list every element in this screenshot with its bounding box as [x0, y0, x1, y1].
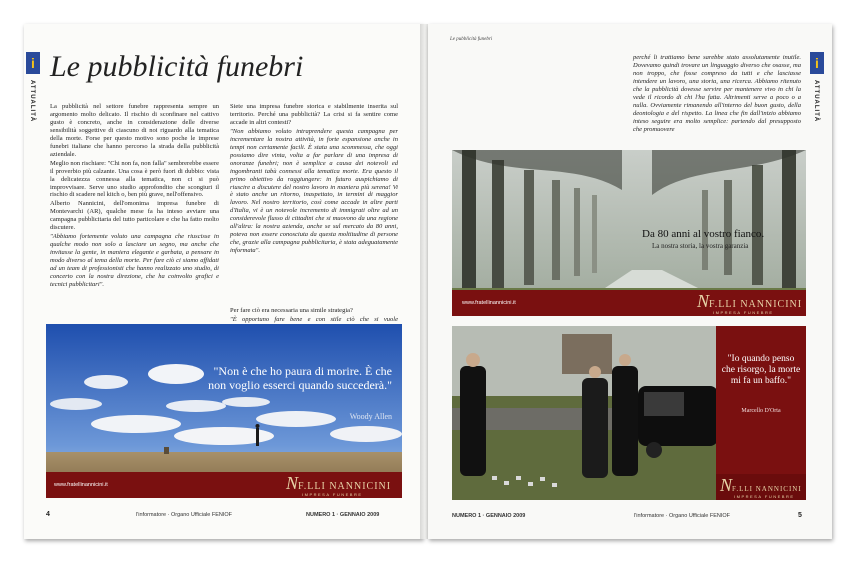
logo-subtitle: IMPRESA FUNEBRE	[713, 310, 774, 315]
magazine-name: l'informatore · Organo Ufficiale FENIOF	[634, 513, 731, 519]
ad-quote-author: Marcello D'Orta	[741, 408, 781, 414]
article-question: Per fare ciò era necessaria una simile strategia?	[230, 307, 353, 314]
article-column-2	[230, 103, 398, 256]
issue-date: NUMERO 1 · GENNAIO 2009	[452, 513, 526, 519]
article-column-1	[50, 103, 219, 290]
ad-woody-allen	[46, 324, 402, 498]
brand-logo	[697, 291, 803, 315]
ad-subheadline: La nostra storia, la vostra garanzia	[652, 242, 749, 250]
page-number: 5	[798, 512, 802, 519]
article-answer: "Non abbiamo voluto intraprendere questa campagna per incrementare la nostra attività, in forte espansione anche in tempi non certamente facili. È stata una scommessa, che oggi possiamo dire vinta, volta a far parlare di una impresa di onoranze funebri; non è semplice a causa dei notevoli ed ingombranti tabù connessi alla tematica morte. Era questo il primo obiettivo da raggiungere: in futuro auspichiamo di riuscire a discutere del nostro lavoro in maniera più serena! Vi è stato anche un ritorno, inaspettato, in termini di maggior lavoro. Nel nostro territorio, così come accade in altre parti d'Italia, vi è un notevole incremento di immigrati oltre ad un considerevole flusso di cittadini che si muovono da una regione all'altra: la nostra azienda, anche se sul mercato da 80 anni, poteva non essere conosciuta da questa moltitudine di persone che, grazie alla campagna pubblicitaria, è stata adeguatamente informata".	[230, 127, 398, 255]
website-url: www.fratellinannicini.it	[462, 300, 516, 306]
magazine-name: l'informatore · Organo Ufficiale FENIOF	[136, 512, 233, 518]
logo-initial: N	[697, 291, 710, 311]
ad-quote: "Io quando penso che risorgo, la morte mi fa un baffo."	[721, 354, 801, 386]
running-head: Le pubblicità funebri	[450, 37, 493, 42]
brand-logo	[286, 473, 392, 497]
article-paragraph: Alberto Nannicini, dell'omonima impresa funebre di Montevarchi (AR), qualche mese fa ha inteso avviare una campagna pubblicitaria del tutto particolare e che ha fatto molto discutere.	[50, 200, 219, 232]
logo-subtitle: IMPRESA FUNEBRE	[734, 494, 795, 499]
article-question: Siete una impresa funebre storica e stabilmente inserita sul territorio. Perché una pubblicità? La crisi si fa sentire come accade in altri contesti?	[230, 103, 398, 126]
brand-logo	[720, 475, 802, 499]
ad-quote-author: Woody Allen	[349, 412, 392, 421]
brand-bar	[46, 472, 402, 498]
article-answer: "È opportuno fare bene e con stile ciò che si vuole	[230, 315, 398, 323]
ad-quote: "Non è che ho paura di morire. È che non voglio esserci quando succederà."	[208, 364, 392, 392]
logo-initial: N	[286, 473, 299, 493]
ad-heritage	[452, 150, 806, 316]
article-paragraph: Meglio non rischiare: "Chi non fa, non falla" sembrerebbe essere il proverbio più calzante. Una cosa è però fuori di dubbio: vista la delicatezza connessa alla tematica, non ci si può improvvisare. Serve uno studio approfondito che scongiuri il rischio di scadere nel kitch o, ben più grave, nell'offensivo.	[50, 159, 219, 199]
page-number: 4	[46, 511, 50, 518]
article-paragraph: La pubblicità nel settore funebre rappresenta sempre un argomento molto delicato. Il rischio di sconfinare nel cattivo gusto è concreto, anche in considerazione delle diverse sensibilità soggettive di ciascuno di noi riguardo alla tematica della morte. Forse per questo motivo sono poche le imprese funebri italiane che hanno percorso la strada della pubblicità aziendale.	[50, 103, 219, 158]
left-page	[24, 24, 423, 539]
quote-panel	[716, 326, 806, 474]
article-quote: "Abbiamo fortemente voluto una campagna che riuscisse in qualche modo non solo a lasciare un segno, ma anche che invitasse la gente, in maniera elegante e garbata, a pensare in modo diverso al tema della morte. Per fare ciò ci siamo affidati ad un team di professionisti che hanno realizzato uno studio, di concerto con la nostra direzione, che ha coinvolto grafici e tecnici pubblicitari".	[50, 233, 219, 288]
section-info-icon: i	[810, 52, 824, 74]
brand-bar	[452, 290, 806, 316]
logo-name: F.LLI NANNICINI	[709, 299, 803, 310]
section-label: ATTUALITÀ	[29, 80, 35, 123]
ad-hearse	[452, 326, 806, 500]
logo-initial: N	[720, 475, 733, 495]
section-info-icon: i	[26, 52, 40, 74]
logo-name: F.LLI NANNICINI	[732, 485, 802, 493]
ad-headline: Da 80 anni al vostro fianco.	[642, 228, 765, 240]
issue-date: NUMERO 1 · GENNAIO 2009	[306, 512, 380, 518]
article-column-4	[633, 54, 801, 135]
logo-subtitle: IMPRESA FUNEBRE	[302, 492, 363, 497]
website-url: www.fratellinannicini.it	[54, 482, 108, 488]
article-paragraph: perché li trattiamo bene sarebbe stato assolutamente inutile. Dovevamo quindi trovare un linguaggio diverso che osasse, ma non troppo, che fosse compreso da tutti e che lasciasse intendere un lavoro, una storia, una ricerca. Abbiamo ritenuto che la pubblicità dovesse servire per mantenere vivo in chi la vede il ricordo di chi l'ha fatta. Altrimenti serve a poco o a nulla. Ovviamente rimanendo all'interno del buon gusto, della deontologia e del rispetto. La linea che fin dall'inizio abbiamo inteso seguire era molto semplice: partendo dal presupposto che promuovere	[633, 54, 801, 133]
section-label: ATTUALITÀ	[813, 80, 819, 123]
right-page	[428, 24, 832, 539]
logo-name: F.LLI NANNICINI	[298, 481, 392, 492]
article-title: Le pubblicità funebri	[50, 50, 304, 83]
brand-bar	[716, 474, 806, 500]
